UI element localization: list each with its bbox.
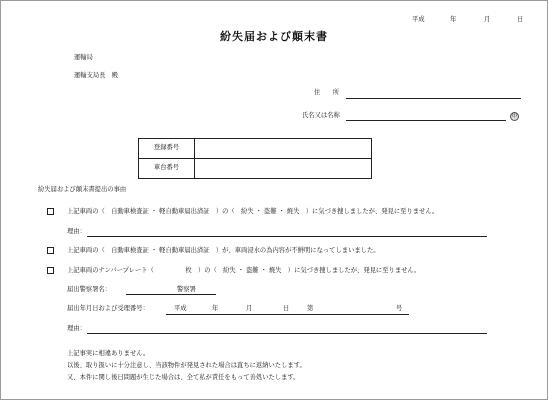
table-row bbox=[139, 139, 372, 159]
acceptance-label: 届出年月日および受理番号： bbox=[67, 305, 149, 312]
registration-number-label: 登録番号 bbox=[139, 139, 195, 159]
declaration-line-3: 又、本件に関し後日問題が生じた場合は、全て私が責任をもって善処いたします。 bbox=[67, 374, 300, 381]
police-station-suffix: 警察署 bbox=[177, 286, 196, 293]
registration-table bbox=[138, 138, 372, 179]
date-era: 平成 bbox=[412, 16, 425, 23]
seal-mark-icon: 印 bbox=[511, 113, 517, 119]
reason-3-detail-label: 理由： bbox=[67, 325, 86, 332]
police-station-label: 届出警察署名： bbox=[67, 286, 112, 293]
date-day-unit: 日 bbox=[517, 16, 524, 23]
acceptance-era: 平成 bbox=[174, 305, 187, 312]
reason-3-checkbox[interactable] bbox=[47, 267, 54, 274]
declaration-line-2: 以後、取り扱いに十分注意し、当該物件が発見された場合は直ちに返納いたします。 bbox=[67, 362, 306, 369]
reason-1-text: 上記車両の（ 自動車検査証 ・ 軽自動車届出済証 ）の（ 紛失 ・ 盗難 ・ 焼失 ）に気づき捜しましたが、発見に至りません。 bbox=[67, 208, 439, 215]
name-label: 氏名又は名称 bbox=[302, 112, 340, 119]
chassis-number-field[interactable] bbox=[195, 159, 372, 179]
reason-1-detail-field[interactable] bbox=[87, 236, 487, 237]
police-station-field[interactable] bbox=[126, 294, 216, 295]
acceptance-number-prefix: 第 bbox=[307, 305, 314, 312]
registration-number-field[interactable] bbox=[195, 139, 372, 159]
reason-1-checkbox[interactable] bbox=[47, 208, 54, 215]
acceptance-day-unit: 日 bbox=[283, 305, 290, 312]
date-year-unit: 年 bbox=[450, 16, 457, 23]
date-month-unit: 月 bbox=[484, 16, 491, 23]
declaration-line-1: 上記事実に相違ありません。 bbox=[67, 350, 150, 357]
reason-1-detail-label: 理由： bbox=[67, 228, 86, 235]
reason-3-text: 上記車両のナンバープレート（ 枚 ）の（ 紛失 ・ 盗難 ・ 焼失 ）に気づき捜しましたが、発見に至りません。 bbox=[67, 267, 421, 274]
branch-head-label: 運輸支局長 殿 bbox=[74, 72, 119, 79]
section-heading: 紛失届および顛末書提出の事由 bbox=[38, 186, 127, 193]
reason-2-text: 上記車両の（ 自動車検査証 ・ 軽自動車届出済証 ）が、車両浸水の為内容が不鮮明になってしまいました。 bbox=[67, 247, 380, 254]
acceptance-field[interactable] bbox=[166, 314, 409, 315]
form-title: 紛失届および顛末書 bbox=[220, 30, 328, 43]
acceptance-number-suffix: 号 bbox=[396, 305, 403, 312]
table-row bbox=[139, 159, 372, 179]
address-field[interactable] bbox=[346, 98, 521, 99]
address-label: 住 所 bbox=[314, 89, 340, 96]
chassis-number-label: 車台番号 bbox=[139, 159, 195, 179]
reason-2-checkbox[interactable] bbox=[47, 247, 54, 254]
acceptance-month-unit: 月 bbox=[246, 305, 253, 312]
reason-3-detail-field[interactable] bbox=[87, 333, 487, 334]
acceptance-year-unit: 年 bbox=[212, 305, 219, 312]
name-field[interactable] bbox=[346, 120, 506, 121]
bureau-label: 運輸局 bbox=[74, 54, 93, 61]
